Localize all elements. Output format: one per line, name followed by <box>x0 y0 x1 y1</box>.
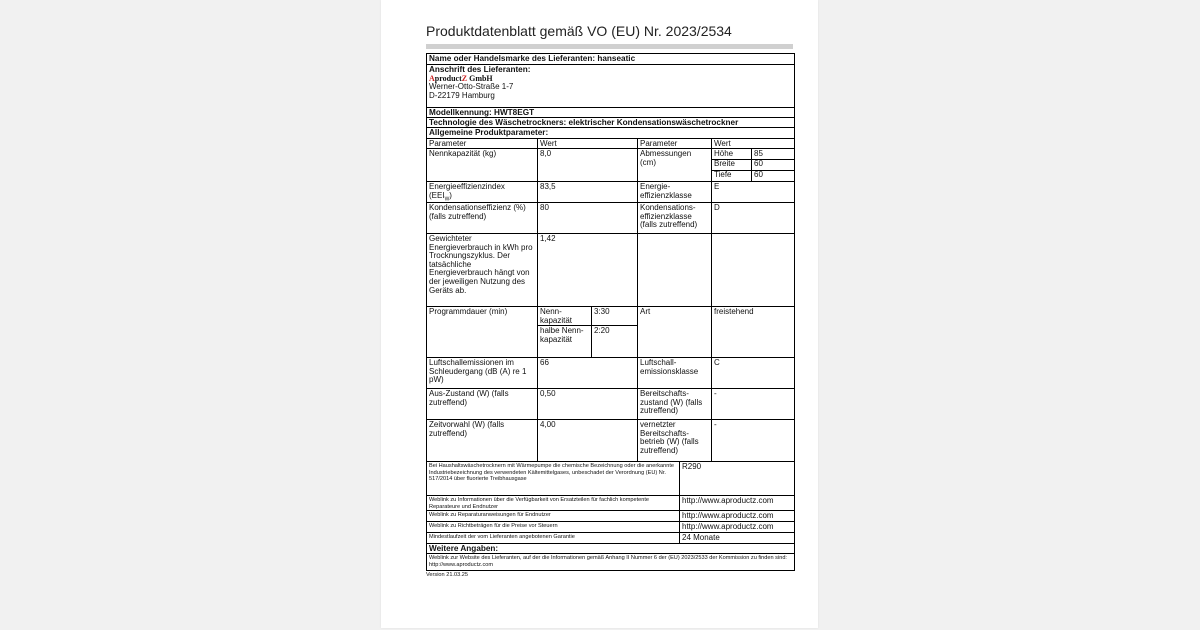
noise-class-value: C <box>714 358 720 367</box>
depth-value: 60 <box>754 170 763 179</box>
type-label: Art <box>640 307 651 316</box>
energy-class-label: Energie-effizienzklasse <box>640 182 692 200</box>
further-info-header-row <box>427 544 794 554</box>
address-block <box>427 65 794 101</box>
address-row <box>427 65 794 108</box>
col-value-2: Wert <box>714 139 731 148</box>
col-param-1: Parameter <box>429 139 467 148</box>
further-info-label: Weitere Angaben: <box>429 544 499 553</box>
warranty-label: Mindestlaufzeit der vom Lieferanten angebotenen Garantie <box>429 534 575 540</box>
standby-value: - <box>714 389 717 398</box>
model-id: Modellkennung: HWT8EGT <box>429 108 535 117</box>
technology: Technologie des Wäschetrockners: elektrischer Kondensationswäschetrockner <box>429 118 739 127</box>
noise-value: 66 <box>540 358 549 367</box>
condensation-label: Kondensationseffizienz (%) (falls zutreffend) <box>429 203 526 221</box>
refrigerant-label: Bei Haushaltswäschetrocknern mit Wärmepumpe die chemische Bezeichnung oder die anerkannte Industriebezeichnung des verwendeten Kältemittelgases, unbeschadet der Verordnung (EU) Nr. 517/2014 über fluorierte Treibhausgase <box>429 463 675 483</box>
rated-capacity-duration: 3:30 <box>594 307 610 316</box>
street: Werner-Otto-Straße 1-7 <box>429 82 514 92</box>
page-title: Produktdatenblatt gemäß VO (EU) Nr. 2023/2534 <box>426 23 732 39</box>
delay-start-value: 4,00 <box>540 420 556 429</box>
condensation-class-label: Kondensations-effizienzklasse (falls zutreffend) <box>640 203 698 230</box>
eei-label: Energieeffizienzindex $(EEI_W)$ <box>429 182 505 203</box>
price-link[interactable]: http://www.aproductz.com <box>682 522 774 531</box>
further-info-row <box>427 554 794 570</box>
rated-capacity-label: Nenn-kapazität <box>540 307 573 325</box>
half-capacity-duration: 2:20 <box>594 326 610 335</box>
half-capacity-label: halbe Nenn-kapazität <box>540 326 584 344</box>
general-params-row <box>427 128 794 139</box>
width-label: Breite <box>714 159 735 168</box>
capacity-row <box>427 149 794 182</box>
off-mode-row <box>427 389 794 420</box>
height-label: Höhe <box>714 149 734 158</box>
weighted-energy-row <box>427 234 794 307</box>
networked-standby-value: - <box>714 420 717 429</box>
depth-label: Tiefe <box>714 170 732 179</box>
capacity-label: Nennkapazität (kg) <box>429 149 497 158</box>
datasheet-table <box>426 53 795 571</box>
refrigerant-row <box>427 462 794 496</box>
version-note: Version 21.03.25 <box>426 572 468 578</box>
off-mode-value: 0,50 <box>540 389 556 398</box>
column-header-row <box>427 139 794 149</box>
type-value: freistehend <box>714 307 754 316</box>
condensation-row <box>427 203 794 234</box>
eei-row <box>427 182 794 203</box>
weighted-energy-value: 1,42 <box>540 234 556 243</box>
program-duration-row <box>427 307 794 358</box>
refrigerant-value: R290 <box>682 462 702 471</box>
supplier-name-row <box>427 54 794 65</box>
general-params: Allgemeine Produktparameter: <box>429 128 549 137</box>
networked-standby-label: vernetzter Bereitschafts-betrieb (W) (falls zutreffend) <box>640 420 699 455</box>
repair-label: Weblink zu Reparaturanweisungen für Endnutzer <box>429 512 551 518</box>
eei-value: 83,5 <box>540 182 556 191</box>
width-value: 60 <box>754 159 763 168</box>
further-info-text: Weblink zur Website des Lieferanten, auf der die Informationen gemäß Anhang II Nummer 6 der (EU) 2023/2533 der Kommission zu finden sind: http://www.aproductz.com <box>429 555 787 568</box>
noise-label: Luftschallemissionen im Schleudergang (dB (A) re 1 pW) <box>429 358 527 385</box>
supplier-name: Name oder Handelsmarke des Lieferanten: hanseatic <box>429 54 636 63</box>
price-row <box>427 522 794 533</box>
address-label: Anschrift des Lieferanten: <box>429 65 531 74</box>
col-param-2: Parameter <box>640 139 678 148</box>
company-name: AproductZ GmbH <box>429 73 493 83</box>
height-value: 85 <box>754 149 763 158</box>
col-value-1: Wert <box>540 139 557 148</box>
noise-class-label: Luftschall-emissionsklasse <box>640 358 699 376</box>
spare-parts-link[interactable]: http://www.aproductz.com <box>682 496 774 505</box>
warranty-value: 24 Monate <box>682 533 720 542</box>
condensation-class-value: D <box>714 203 720 212</box>
delay-start-row <box>427 420 794 462</box>
spare-parts-row <box>427 496 794 511</box>
dimensions-label: Abmessungen (cm) <box>640 149 692 167</box>
energy-class-value: E <box>714 182 720 191</box>
technology-row <box>427 118 794 128</box>
spare-parts-label: Weblink zu Informationen über die Verfügbarkeit von Ersatzteilen für fachlich kompetente Reparateure und Endnutzer <box>429 497 650 510</box>
condensation-value: 80 <box>540 203 549 212</box>
warranty-row <box>427 533 794 544</box>
repair-link[interactable]: http://www.aproductz.com <box>682 511 774 520</box>
repair-row <box>427 511 794 522</box>
capacity-value: 8,0 <box>540 149 552 158</box>
title-underline <box>426 44 793 49</box>
noise-row <box>427 358 794 389</box>
weighted-energy-label: Gewichteter Energieverbrauch in kWh pro Trocknungszyklus. Der tatsächliche Energieverbrauch hängt von der jeweiligen Nutzung des Geräts ab. <box>429 234 533 295</box>
city: D-22179 Hamburg <box>429 90 495 100</box>
program-duration-label: Programmdauer (min) <box>429 307 508 316</box>
off-mode-label: Aus-Zustand (W) (falls zutreffend) <box>429 389 509 407</box>
price-label: Weblink zu Richtbeträgen für die Preise vor Steuern <box>429 523 558 529</box>
model-row <box>427 108 794 118</box>
datasheet-page <box>381 0 818 628</box>
standby-label: Bereitschafts-zustand (W) (falls zutreffend) <box>640 389 703 416</box>
delay-start-label: Zeitvorwahl (W) (falls zutreffend) <box>429 420 505 438</box>
